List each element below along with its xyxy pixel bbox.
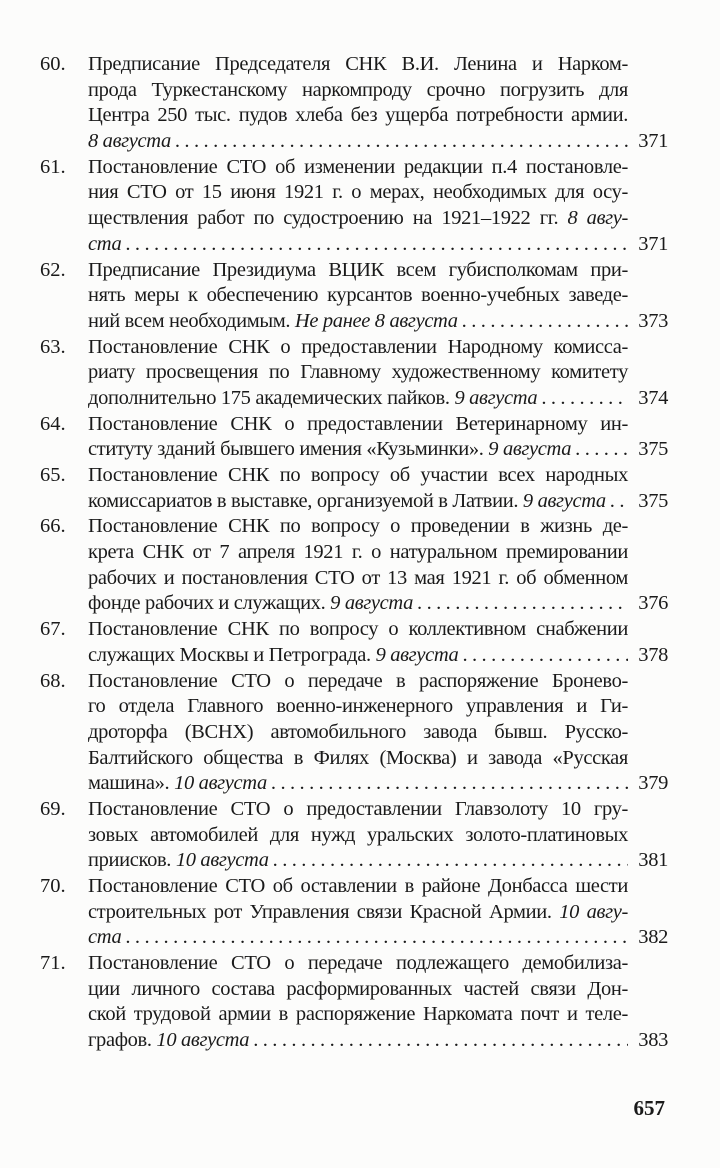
entry-line (88, 746, 628, 772)
entry-text: Постановление СНК по вопросу о проведении в жизнь де- (88, 515, 628, 538)
entry-line (88, 103, 628, 129)
toc-entry (40, 335, 668, 412)
entry-date: Не ранее 8 августа (294, 309, 458, 332)
entry-page: 374 (638, 386, 668, 409)
entry-text: служащих Москвы и Петрограда. (88, 643, 376, 666)
entry-number: 69. (40, 797, 66, 820)
entry-text: прода Туркестанскому наркомпроду срочно погрузить для (88, 78, 628, 101)
entry-line (88, 335, 628, 361)
entry-text: Балтийского общества в Филях (Москва) и завода «Русская (88, 746, 628, 769)
entry-line (88, 78, 628, 104)
page-number: 657 (633, 1096, 665, 1120)
entry-text: Постановление СНК по вопросу о коллективном снабжении (88, 618, 628, 641)
entry-number: 61. (40, 155, 66, 178)
entry-line (88, 566, 628, 592)
entry-text: Постановление СТО о передаче в распоряжение Бронево- (88, 669, 628, 692)
dot-leader (462, 309, 628, 335)
entry-date: 9 августа (330, 592, 414, 615)
entry-number: 71. (40, 952, 66, 975)
entry-text: графов. (88, 1029, 157, 1052)
toc-entry (40, 951, 668, 1054)
entry-text: го отдела Главного военно-инженерного управления и Ги- (88, 695, 628, 718)
entry-text: Постановление СНК о предоставлении Народному комисса- (88, 335, 628, 358)
entry-line (88, 874, 628, 900)
dot-leader (462, 643, 628, 669)
entry-line (88, 258, 628, 284)
entry-date: 9 августа (522, 489, 606, 512)
entry-text: Постановление СТО о предоставлении Главзолоту 10 гру- (88, 797, 628, 820)
entry-page: 379 (638, 772, 668, 795)
entry-number: 67. (40, 618, 66, 641)
entry-line (88, 771, 668, 797)
dot-leader (541, 386, 628, 412)
entry-line (88, 514, 628, 540)
entry-line (88, 129, 668, 155)
entry-line (88, 797, 628, 823)
dot-leader (175, 129, 628, 155)
entry-text: крета СНК от 7 апреля 1921 г. о натуральном премировании (88, 541, 628, 564)
entry-line (88, 437, 668, 463)
entry-text: нять меры к обеспечению курсантов военно-учебных заведе- (88, 284, 628, 307)
dot-leader (271, 771, 628, 797)
entry-page: 381 (638, 849, 668, 872)
entry-number: 62. (40, 258, 66, 281)
entry-line (88, 643, 668, 669)
entry-date: 8 августа (88, 130, 171, 153)
entry-text: Предписание Председателя СНК В.И. Ленина и Нарком- (88, 53, 628, 75)
entry-number: 66. (40, 515, 66, 538)
toc-entry (40, 52, 668, 155)
entry-text: ской трудовой армии в распоряжение Наркомата почт и теле- (88, 1003, 628, 1026)
entry-text: ния СТО от 15 июня 1921 г. о мерах, необходимых для осу- (88, 181, 628, 204)
entry-line (88, 900, 628, 926)
entry-text: строительных рот Управления связи Красной Армии. (88, 900, 560, 923)
entry-date: 10 августа (175, 849, 269, 872)
entry-line (88, 617, 628, 643)
entry-page: 375 (638, 438, 668, 461)
entry-page: 382 (638, 926, 668, 949)
toc-entry (40, 797, 668, 874)
entry-text: приисков. (88, 849, 176, 872)
entry-number: 64. (40, 412, 66, 435)
entry-line (88, 180, 628, 206)
entry-date: 10 авгу- (559, 900, 628, 923)
dot-leader (273, 848, 628, 874)
entry-date: 10 августа (156, 1029, 250, 1052)
entry-line (88, 1002, 628, 1028)
entry-text: ституту зданий бывшего имения «Кузьминки». (88, 438, 489, 461)
dot-leader (125, 232, 628, 258)
entry-text: фонде рабочих и служащих. (88, 592, 331, 615)
dot-leader (575, 437, 628, 463)
entry-text: Постановление СНК о предоставлении Ветеринарному ин- (88, 412, 628, 435)
entry-line (88, 386, 668, 412)
entry-page: 375 (638, 489, 668, 512)
entry-text: ществления работ по судостроению на 1921–1922 гг. (88, 207, 568, 230)
entry-page: 371 (638, 130, 668, 153)
entry-line (88, 669, 628, 695)
entry-text: риату просвещения по Главному художественному комитету (88, 361, 628, 384)
toc-entry (40, 463, 668, 514)
entry-line (88, 360, 628, 386)
entry-date: ста (88, 926, 122, 949)
toc-entry (40, 617, 668, 668)
table-of-contents (40, 52, 668, 1054)
entry-text: дополнительно 175 академических пайков. (88, 386, 455, 409)
entry-number: 65. (40, 464, 66, 486)
entry-line (88, 694, 628, 720)
entry-text: Постановление СНК по вопросу об участии всех народных (88, 464, 628, 486)
entry-date: ста (88, 232, 122, 255)
entry-text: машина». (88, 772, 175, 795)
entry-line (88, 463, 628, 489)
entry-page: 373 (638, 309, 668, 332)
entry-date: 9 августа (488, 438, 572, 461)
entry-line (88, 720, 628, 746)
entry-text: Постановление СТО о передаче подлежащего демобилиза- (88, 952, 628, 975)
toc-entry (40, 514, 668, 617)
entry-page: 376 (638, 592, 668, 615)
entry-text: ции личного состава расформированных частей связи Дон- (88, 977, 628, 1000)
entry-line (88, 309, 668, 335)
entry-line (88, 540, 628, 566)
entry-line (88, 848, 668, 874)
toc-entry (40, 155, 668, 258)
entry-text: рабочих и постановления СТО от 13 мая 1921 г. об обменном (88, 566, 628, 589)
entry-line (88, 232, 668, 258)
entry-line (88, 52, 628, 78)
entry-text: Предписание Президиума ВЦИК всем губисполкомам при- (88, 258, 628, 281)
entry-text: ний всем необходимым. (88, 309, 295, 332)
entry-number: 63. (40, 335, 66, 358)
toc-entry (40, 669, 668, 797)
entry-number: 68. (40, 669, 66, 692)
entry-page: 378 (638, 643, 668, 666)
dot-leader (125, 925, 628, 951)
entry-line (88, 489, 668, 515)
entry-text: зовых автомобилей для нужд уральских золото-платиновых (88, 823, 628, 846)
entry-line (88, 206, 628, 232)
entry-line (88, 591, 668, 617)
entry-line (88, 977, 628, 1003)
entry-line (88, 823, 628, 849)
entry-date: 10 августа (174, 772, 267, 795)
entry-number: 70. (40, 875, 66, 897)
entry-line (88, 155, 628, 181)
entry-date: 8 авгу- (567, 207, 629, 230)
toc-entry (40, 874, 668, 951)
entry-line (88, 283, 628, 309)
entry-line (88, 951, 628, 977)
entry-text: Постановление СТО об изменении редакции п.4 постановле- (88, 155, 628, 178)
toc-entry (40, 258, 668, 335)
entry-text: Центра 250 тыс. пудов хлеба без ущерба потребности армии. (88, 104, 628, 127)
toc-entry (40, 412, 668, 463)
entry-line (88, 1028, 668, 1054)
entry-text: дроторфа (ВСНХ) автомобильного завода бывш. Русско- (88, 720, 628, 743)
entry-text: комиссариатов в выставке, организуемой в Латвии. (88, 489, 523, 512)
dot-leader (610, 489, 628, 515)
entry-date: 9 августа (454, 386, 538, 409)
entry-date: 9 августа (375, 643, 459, 666)
dot-leader (253, 1028, 628, 1054)
entry-text: Постановление СТО об оставлении в районе Донбасса шести (88, 875, 628, 897)
entry-line (88, 925, 668, 951)
entry-page: 371 (638, 232, 668, 255)
entry-page: 383 (638, 1029, 668, 1052)
dot-leader (417, 591, 628, 617)
entry-number: 60. (40, 53, 66, 75)
entry-line (88, 412, 628, 438)
